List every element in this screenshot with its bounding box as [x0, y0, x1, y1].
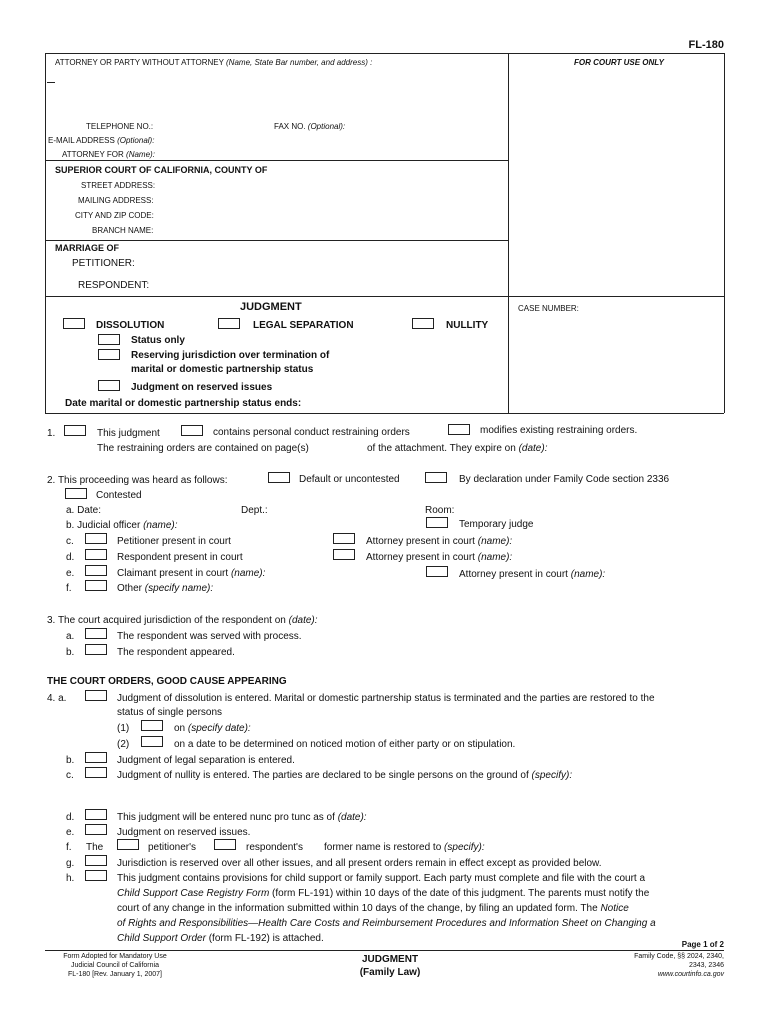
dissolution-entered-label-2: status of single persons	[117, 707, 223, 718]
item1-modifies-label: modifies existing restraining orders.	[480, 425, 638, 436]
footer-rule	[45, 950, 724, 951]
respondent-attorney-label: Attorney present in court (name):	[366, 552, 513, 563]
child-support-line-1: This judgment contains provisions for child support or family support. Each party must complete and file with the court a	[117, 873, 646, 884]
claimant-present-label: Claimant present in court (name):	[117, 568, 266, 579]
city-zip-label: CITY AND ZIP CODE:	[75, 211, 154, 220]
court-title: SUPERIOR COURT OF CALIFORNIA, COUNTY OF	[55, 165, 268, 175]
appeared-label: The respondent appeared.	[117, 647, 235, 658]
legal-separation-label: LEGAL SEPARATION	[253, 320, 354, 331]
item1-this-judgment-label: This judgment	[97, 428, 160, 439]
contested-checkbox[interactable]	[65, 488, 87, 499]
header-right-rule	[724, 53, 725, 413]
nullity-checkbox[interactable]	[412, 318, 434, 329]
website-link[interactable]: www.courtinfo.ca.gov	[657, 971, 724, 978]
judgment-title: JUDGMENT	[240, 301, 302, 313]
temp-judge-checkbox[interactable]	[426, 517, 448, 528]
street-address-label: STREET ADDRESS:	[81, 181, 156, 190]
header-left-rule	[45, 53, 46, 413]
room-label: Room:	[425, 505, 455, 516]
petitioner-present-checkbox[interactable]	[85, 533, 107, 544]
nunc-pro-tunc-checkbox[interactable]	[85, 809, 107, 820]
footer-subtitle: (Family Law)	[359, 967, 421, 978]
claimant-attorney-label: Attorney present in court (name):	[459, 569, 606, 580]
nullity-label: NULLITY	[446, 320, 489, 331]
legal-separation-entered-label: Judgment of legal separation is entered.	[117, 755, 295, 766]
item1-this-judgment-checkbox[interactable]	[64, 425, 86, 436]
item1-number: 1.	[47, 428, 56, 439]
reserved-issues-checkbox[interactable]	[98, 380, 120, 391]
dissolution-label: DISSOLUTION	[96, 320, 165, 331]
claimant-present-checkbox[interactable]	[85, 565, 107, 576]
petitioner-label: PETITIONER:	[72, 258, 135, 269]
default-checkbox[interactable]	[268, 472, 290, 483]
item4e-letter: e.	[66, 827, 75, 838]
respondent-name-checkbox[interactable]	[214, 839, 236, 850]
appeared-checkbox[interactable]	[85, 644, 107, 655]
item4a1-number: (1)	[117, 723, 130, 734]
marriage-bottom-rule	[45, 296, 724, 297]
reserved-issues-entered-label: Judgment on reserved issues.	[117, 827, 251, 838]
petitioner-name-checkbox[interactable]	[117, 839, 139, 850]
court-bottom-rule	[45, 240, 508, 241]
petitioner-present-label: Petitioner present in court	[117, 536, 231, 547]
petitioner-attorney-checkbox[interactable]	[333, 533, 355, 544]
former-name-label: former name is restored to (specify):	[324, 842, 485, 853]
dept-label: Dept.:	[241, 505, 268, 516]
case-number-label: CASE NUMBER:	[518, 304, 579, 313]
jurisdiction-reserved-checkbox[interactable]	[85, 855, 107, 866]
item1-modifies-checkbox[interactable]	[448, 424, 470, 435]
item3b-letter: b.	[66, 647, 75, 658]
item2f-letter: f.	[66, 583, 72, 594]
item4g-letter: g.	[66, 858, 75, 869]
header-middle-rule	[508, 53, 509, 413]
respondent-present-label: Respondent present in court	[117, 552, 243, 563]
item4h-letter: h.	[66, 873, 75, 884]
reserved-issues-label: Judgment on reserved issues	[131, 382, 273, 393]
petitioner-attorney-label: Attorney present in court (name):	[366, 536, 513, 547]
dissolution-entered-label: Judgment of dissolution is entered. Marital or domestic partnership status is terminated and the parties are restored to the	[117, 693, 655, 704]
hearing-date-label: a. Date:	[66, 505, 102, 516]
item1-contains-label: contains personal conduct restraining orders	[213, 427, 410, 438]
declaration-checkbox[interactable]	[425, 472, 447, 483]
nullity-entered-checkbox[interactable]	[85, 767, 107, 778]
reserving-jurisdiction-label: Reserving jurisdiction over termination of	[131, 350, 330, 361]
item3-intro: 3. The court acquired jurisdiction of the respondent on (date):	[47, 615, 318, 626]
dissolution-checkbox[interactable]	[63, 318, 85, 329]
mailing-address-label: MAILING ADDRESS:	[78, 196, 154, 205]
status-date-checkbox[interactable]	[141, 720, 163, 731]
family-code-line-1: Family Code, §§ 2024, 2340,	[634, 953, 724, 960]
item2e-letter: e.	[66, 568, 75, 579]
branch-name-label: BRANCH NAME:	[92, 226, 154, 235]
status-date-label: on (specify date):	[174, 723, 251, 734]
item1-expire-label: of the attachment. They expire on (date):	[367, 443, 548, 454]
legal-separation-checkbox[interactable]	[218, 318, 240, 329]
respondent-label: RESPONDENT:	[78, 280, 150, 291]
claimant-attorney-checkbox[interactable]	[426, 566, 448, 577]
reserved-issues-entered-checkbox[interactable]	[85, 824, 107, 835]
nunc-pro-tunc-label: This judgment will be entered nunc pro tunc as of (date):	[117, 812, 367, 823]
attorney-for-label: ATTORNEY FOR (Name):	[62, 150, 155, 159]
respondent-present-checkbox[interactable]	[85, 549, 107, 560]
jurisdiction-reserved-label: Jurisdiction is reserved over all other issues, and all present orders remain in effect except as provided below.	[117, 858, 602, 869]
item3a-letter: a.	[66, 631, 75, 642]
adopted-line-1: Form Adopted for Mandatory Use	[63, 953, 167, 960]
child-support-line-4: of Rights and Responsibilities—Health Care Costs and Reimbursement Procedures and Information Sheet on Changing a	[117, 918, 656, 929]
fax-label: FAX NO. (Optional):	[274, 122, 346, 131]
item2-intro: 2. This proceeding was heard as follows:	[47, 475, 228, 486]
child-support-line-3: court of any change in the information submitted within 10 days of the change, by filing an updated form. The Notice	[117, 903, 629, 914]
item4a2-number: (2)	[117, 739, 130, 750]
judgment-bottom-rule	[45, 413, 724, 414]
child-support-checkbox[interactable]	[85, 870, 107, 881]
other-present-checkbox[interactable]	[85, 580, 107, 591]
adopted-line-2: Judicial Council of California	[71, 962, 159, 969]
default-label: Default or uncontested	[299, 474, 400, 485]
item2d-letter: d.	[66, 552, 75, 563]
nullity-entered-label: Judgment of nullity is entered. The parties are declared to be single persons on the ground of (specify):	[117, 770, 573, 781]
marriage-title: MARRIAGE OF	[55, 243, 119, 253]
header-top-rule	[45, 53, 724, 54]
respondent-name-label: respondent's	[246, 842, 303, 853]
contested-label: Contested	[96, 490, 142, 501]
served-label: The respondent was served with process.	[117, 631, 302, 642]
item2c-letter: c.	[66, 536, 74, 547]
other-present-label: Other (specify name):	[117, 583, 214, 594]
footer-title: JUDGMENT	[361, 954, 419, 965]
item4f-letter: f.	[66, 842, 72, 853]
motion-date-label: on a date to be determined on noticed motion of either party or on stipulation.	[174, 739, 516, 750]
declaration-label: By declaration under Family Code section 2336	[459, 474, 670, 485]
legal-separation-entered-checkbox[interactable]	[85, 752, 107, 763]
child-support-line-5: Child Support Order (form FL-192) is attached.	[117, 933, 324, 944]
telephone-label: TELEPHONE NO.:	[86, 122, 154, 131]
attorney-field-mark	[47, 82, 55, 83]
item4d-letter: d.	[66, 812, 75, 823]
court-use-label: FOR COURT USE ONLY	[574, 58, 664, 67]
page-number: Page 1 of 2	[681, 940, 724, 949]
child-support-line-2: Child Support Case Registry Form (form FL-191) within 10 days of the date of this judgment. The parents must notify the	[117, 888, 650, 899]
dissolution-entered-checkbox[interactable]	[85, 690, 107, 701]
item4b-letter: b.	[66, 755, 75, 766]
court-orders-heading: THE COURT ORDERS, GOOD CAUSE APPEARING	[47, 676, 287, 687]
served-checkbox[interactable]	[85, 628, 107, 639]
status-only-label: Status only	[131, 335, 185, 346]
motion-date-checkbox[interactable]	[141, 736, 163, 747]
status-only-checkbox[interactable]	[98, 334, 120, 345]
reserving-jurisdiction-label-2: marital or domestic partnership status	[131, 364, 314, 375]
attorney-label: ATTORNEY OR PARTY WITHOUT ATTORNEY (Name, State Bar number, and address) :	[55, 58, 373, 67]
email-label: E-MAIL ADDRESS (Optional):	[48, 136, 155, 145]
respondent-attorney-checkbox[interactable]	[333, 549, 355, 560]
status-ends-label: Date marital or domestic partnership status ends:	[65, 398, 302, 409]
item1-contains-checkbox[interactable]	[181, 425, 203, 436]
petitioner-name-label: petitioner's	[148, 842, 197, 853]
item1-pages-label: The restraining orders are contained on page(s)	[97, 443, 309, 454]
item4a-letter: 4. a.	[47, 693, 67, 704]
temp-judge-label: Temporary judge	[459, 519, 534, 530]
former-name-the: The	[86, 842, 104, 853]
attorney-bottom-rule	[45, 160, 508, 161]
reserving-jurisdiction-checkbox[interactable]	[98, 349, 120, 360]
judicial-officer-label: b. Judicial officer (name):	[66, 520, 178, 531]
family-code-line-2: 2343, 2346	[688, 962, 724, 969]
item4c-letter: c.	[66, 770, 74, 781]
form-number: FL-180	[688, 39, 724, 51]
adopted-line-3: FL-180 [Rev. January 1, 2007]	[67, 971, 163, 978]
